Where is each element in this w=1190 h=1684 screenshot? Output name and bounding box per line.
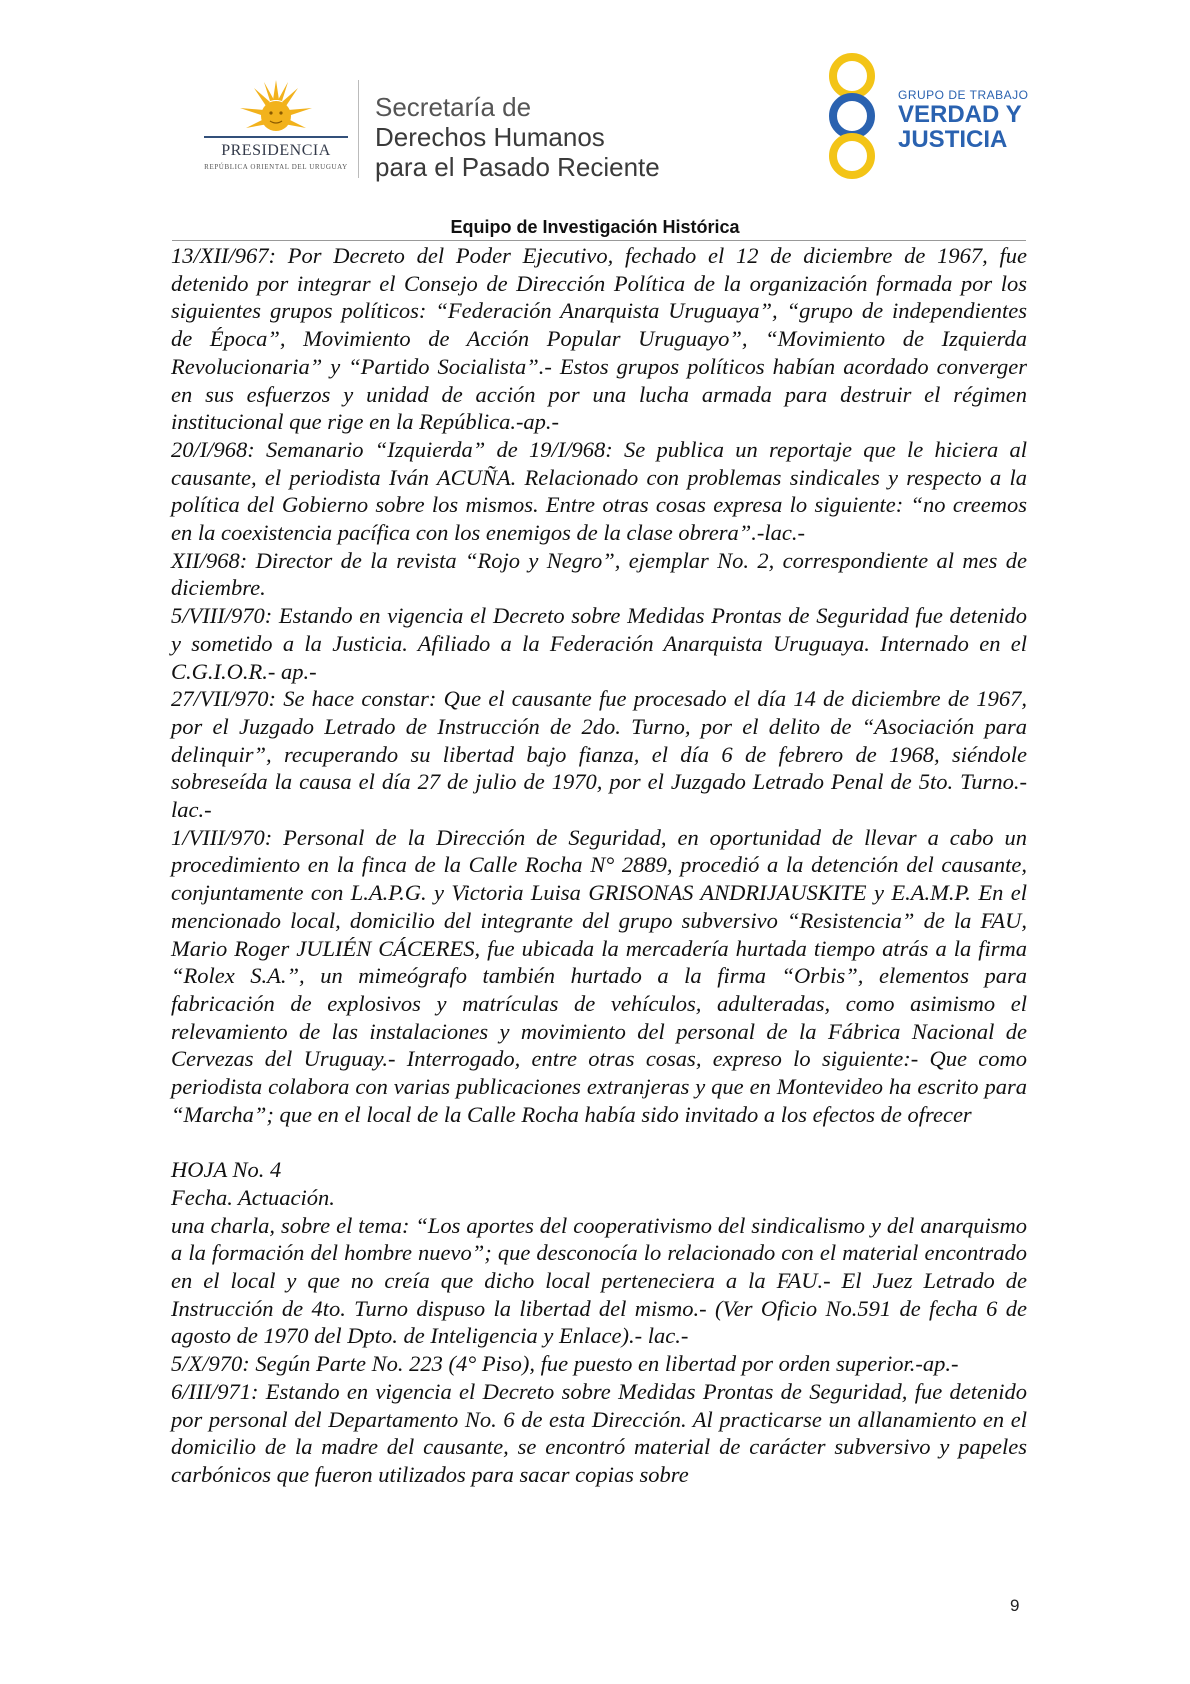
section-title: Equipo de Investigación Histórica (450, 217, 740, 237)
paragraph: 27/VII/970: Se hace constar: Que el causante fue procesado el día 14 de diciembre de 1967, por el Juzgado Letrado de Instrucción de 2do. Turno, por el delito de “Asociación para delinquir”, recuperando su libertad bajo fianza, el día 6 de febrero de 1968, siéndole sobreseída la causa el día 27 de julio de 1970, por el Juzgado Letrado Penal de 5to. Turno.-lac.- (171, 686, 1027, 823)
paragraph: una charla, sobre el tema: “Los aportes del cooperativismo del sindicalismo y del anarquismo a la formación del hombre nuevo”; que desconocía lo relacionado con el material encontrado en el local y que no creía que dicho local perteneciera a la FAU.- El Juez Letrado de Instrucción de 4to. Turno dispuso la libertad del mismo.- (Ver Oficio No.591 de fecha 6 de agosto de 1970 del Dpto. de Inteligencia y Enlace).- lac.- (171, 1212, 1027, 1349)
paragraph: 13/XII/967: Por Decreto del Poder Ejecutivo, fechado el 12 de diciembre de 1967, fue detenido por integrar el Consejo de Dirección Política de la organización formada por los siguientes grupos políticos: “Federación Anarquista Uruguaya”, “grupo de independientes de Época”, Movimiento de Acción Popular Uruguayo”, “Movimiento de Izquierda Revolucionaria” y “Partido Socialista”.- Estos grupos políticos habían acordado converger en sus esfuerzos y unidad de acción por una lucha armada para destruir el régimen institucional que rige en la República.-ap.- (171, 243, 1027, 435)
sun-icon (236, 78, 316, 138)
blank-line (171, 1129, 1027, 1157)
document-body (171, 242, 1027, 1489)
page-number: 9 (1010, 1596, 1020, 1615)
paragraph: 5/VIII/970: Estando en vigencia el Decreto sobre Medidas Prontas de Seguridad fue detenido y sometido a la Justicia. Afiliado a la Federación Anarquista Uruguaya. Internado en el C.G.I.O.R.- ap.- (171, 603, 1027, 684)
secretaria-line-2: Derechos Humanos (375, 122, 605, 152)
grupo-line-2: VERDAD Y (898, 101, 1022, 128)
fecha-heading: Fecha. Actuación. (171, 1184, 335, 1210)
secretaria-line-3: para el Pasado Reciente (375, 152, 660, 182)
header-divider (358, 80, 359, 178)
paragraph: 1/VIII/970: Personal de la Dirección de Seguridad, en oportunidad de llevar a cabo un procedimiento en la finca de la Calle Rocha N° 2889, procedió a la detención del causante, conjuntamente con L.A.P.G. y Victoria Luisa GRISONAS ANDRIJAUSKITE y E.A.M.P. En el mencionado local, domicilio del integrante del grupo subversivo “Resistencia” de la FAU, Mario Roger JULIÉN CÁCERES, fue ubicada la mercadería hurtada tiempo atrás a la firma “Rolex S.A.”, un mimeógrafo también hurtado a la firma “Orbis”, elementos para fabricación de explosivos y matrículas de vehículos, adulteradas, como asimismo el relevamiento de las instalaciones y movimiento del personal de la Fábrica Nacional de Cervezas del Uruguay.- Interrogado, entre otras cosas, expreso lo siguiente:- Que como periodista colabora con varias publicaciones extranjeras y que en Montevideo ha escrito para “Marcha”; que en el local de la Calle Rocha había sido invitado a los efectos de ofrecer (171, 824, 1027, 1127)
paragraph: 6/III/971: Estando en vigencia el Decreto sobre Medidas Prontas de Seguridad, fue detenido por personal del Departamento No. 6 de esta Dirección. Al practicarse un allanamiento en el domicilio de la madre del causante, se encontró material de carácter subversivo y papeles carbónicos que fueron utilizados para sacar copias sobre (171, 1378, 1027, 1487)
secretaria-logo-text (375, 92, 660, 182)
grupo-line-3: JUSTICIA (898, 126, 1008, 153)
presidencia-rule (204, 136, 348, 138)
grupo-line-1: GRUPO DE TRABAJO (898, 88, 1029, 102)
page-header (0, 0, 1190, 215)
secretaria-line-1: Secretaría de (375, 92, 532, 122)
grupo-trabajo-logo (812, 52, 1032, 182)
title-rule (172, 240, 1026, 241)
presidencia-subtitle: REPÚBLICA ORIENTAL DEL URUGUAY (204, 163, 348, 171)
presidencia-name: PRESIDENCIA (221, 142, 331, 159)
paragraph: 20/I/968: Semanario “Izquierda” de 19/I/968: Se publica un reportaje que le hiciera al causante, el periodista Iván ACUÑA. Relacionado con problemas sindicales y respecto a la política del Gobierno sobre los mismos. Entre otras cosas expresa lo siguiente: “no creemos en la coexistencia pacífica con los enemigos de la clase obrera”.-lac.- (171, 436, 1027, 546)
paragraph: 5/X/970: Según Parte No. 223 (4° Piso), fue puesto en libertad por orden superior.-ap.- (171, 1351, 959, 1377)
hoja-heading: HOJA No. 4 (171, 1157, 282, 1183)
paragraph: XII/968: Director de la revista “Rojo y Negro”, ejemplar No. 2, correspondiente al mes de diciembre. (171, 547, 1027, 601)
presidencia-logo (196, 78, 356, 178)
rings-icon (812, 52, 892, 182)
